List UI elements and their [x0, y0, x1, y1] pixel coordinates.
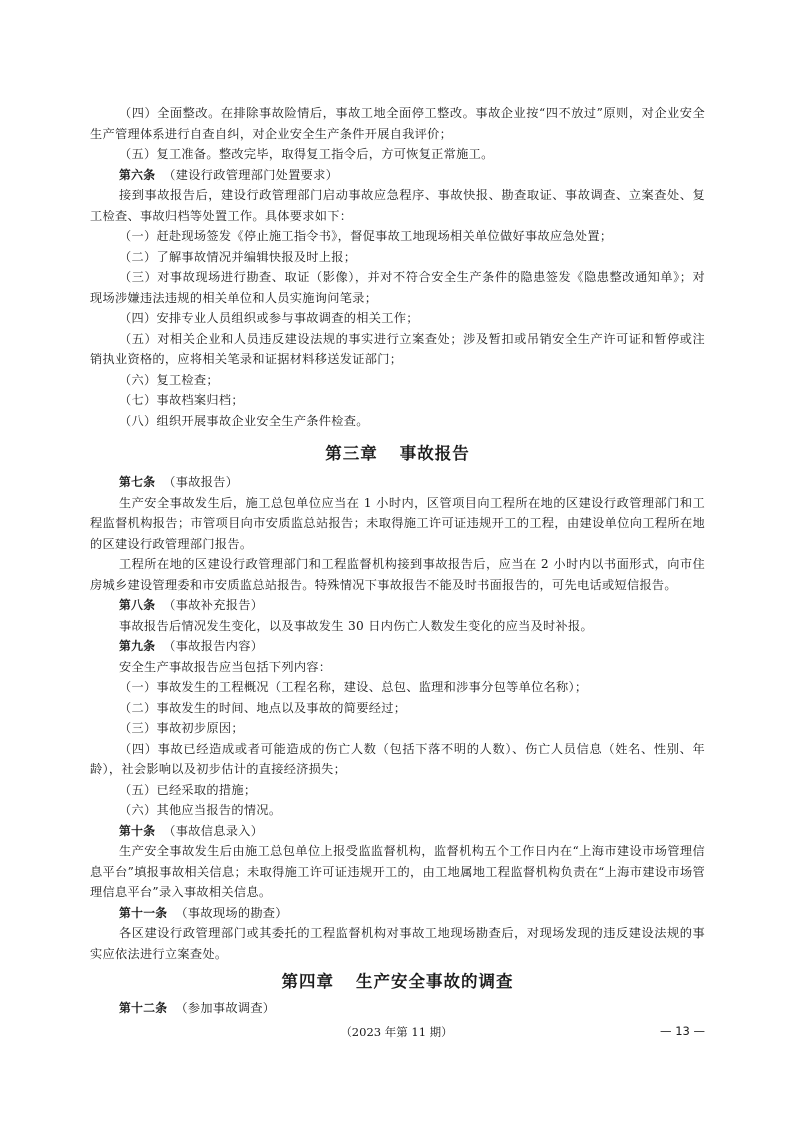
- chapter-title: 事故报告: [399, 444, 470, 463]
- page-number: — 13 —: [660, 1024, 705, 1038]
- article-label: 第六条: [119, 167, 156, 182]
- article-subtitle: （建设行政管理部门处置要求）: [163, 167, 339, 182]
- chapter-4-heading: [90, 970, 705, 994]
- list-item: （七）事故档案归档；: [119, 393, 244, 407]
- list-item: （四）事故已经造成或者可能造成的伤亡人数（包括下落不明的人数）、伤亡人员信息（姓名、性别、年龄），社会影响以及初步估计的直接经济损失；: [90, 741, 705, 776]
- article-label: 第八条: [119, 598, 156, 612]
- article-7-heading: [90, 472, 705, 493]
- chapter-number: 第四章: [281, 972, 334, 991]
- list-item: （一）赶赴现场签发《停止施工指令书》，督促事故工地现场相关单位做好事故应急处置；: [119, 229, 613, 243]
- list-item: （四）安排专业人员组织或参与事故调查的相关工作；: [119, 311, 419, 325]
- list-item: （二）事故发生的时间、地点以及事故的简要经过；: [119, 700, 407, 715]
- article-label: 第十二条: [119, 1001, 168, 1015]
- paragraph: 安全生产事故报告应当包括下列内容：: [119, 659, 332, 674]
- article-9-heading: [90, 636, 705, 657]
- paragraph: 生产安全事故发生后由施工总包单位上报受监监督机构，监督机构五个工作日内在“上海市建设市场管理信息平台”填报事故相关信息；未取得施工许可证违规开工的，由工地属地工程监督机构负责在“上海市建设市场管理信息平台”录入事故相关信息。: [90, 844, 705, 899]
- list-item: （八）组织开展事故企业安全生产条件检查。: [119, 413, 369, 428]
- list-item: （五）已经采取的措施；: [119, 782, 257, 797]
- list-item: （五）对相关企业和人员违反建设法规的事实进行立案查处；涉及暂扣或吊销安全生产许可证和暂停或注销执业资格的，应将相关笔录和证据材料移送发证部门；: [90, 331, 705, 366]
- article-subtitle: （事故补充报告）: [163, 598, 264, 612]
- chapter-number: 第三章: [325, 444, 378, 463]
- paragraph: 各区建设行政管理部门或其委托的工程监督机构对事故工地现场勘查后，对现场发现的违反建设法规的事实应依法进行立案查处。: [90, 926, 705, 961]
- list-item: （六）复工检查；: [119, 372, 219, 387]
- list-item: （三）事故初步原因；: [119, 721, 244, 735]
- paragraph: 生产安全事故发生后，施工总包单位应当在 1 小时内，区管项目向工程所在地的区建设行政管理部门和工程监督机构报告；市管项目向市安质监总站报告；未取得施工许可证违规开工的工程，由建设单位向工程所在地的区建设行政管理部门报告。: [90, 495, 705, 551]
- list-item: （二）了解事故情况并编辑快报及时上报；: [119, 249, 357, 264]
- issue-label: （2023 年第 11 期）: [340, 1025, 453, 1039]
- list-item: （六）其他应当报告的情况。: [119, 803, 282, 817]
- article-10-heading: [90, 821, 705, 842]
- list-item: （一）事故发生的工程概况（工程名称，建设、总包、监理和涉事分包等单位名称）；: [119, 680, 588, 694]
- article-label: 第十条: [119, 823, 156, 838]
- article-subtitle: （参加事故调查）: [175, 1001, 276, 1015]
- paragraph: 工程所在地的区建设行政管理部门和工程监督机构接到事故报告后，应当在 2 小时内以书面形式，向市住房城乡建设管理委和市安质监总站报告。特殊情况下事故报告不能及时书面报告的，可先电话或短信报告。: [90, 557, 705, 592]
- article-label: 第九条: [119, 639, 156, 653]
- article-label: 第十一条: [119, 905, 168, 920]
- document-body: [90, 103, 705, 1019]
- article-12-heading: [90, 998, 705, 1019]
- paragraph: （五）复工准备。整改完毕，取得复工指令后，方可恢复正常施工。: [119, 147, 494, 161]
- article-11-heading: [90, 903, 705, 924]
- chapter-3-heading: [90, 442, 705, 466]
- article-6-heading: [90, 165, 705, 186]
- article-subtitle: （事故现场的勘查）: [175, 905, 288, 920]
- paragraph: （四）全面整改。在排除事故险情后，事故工地全面停工整改。事故企业按“四不放过”原则，对企业安全生产管理体系进行自查自纠，对企业安全生产条件开展自我评价；: [90, 106, 705, 141]
- article-subtitle: （事故报告）: [163, 475, 239, 489]
- paragraph: 事故报告后情况发生变化，以及事故发生 30 日内伤亡人数发生变化的应当及时补报。: [119, 618, 594, 633]
- article-subtitle: （事故报告内容）: [163, 639, 264, 653]
- chapter-title: 生产安全事故的调查: [356, 972, 514, 991]
- paragraph: 接到事故报告后，建设行政管理部门启动事故应急程序、事故快报、勘查取证、事故调查、立案查处、复工检查、事故归档等处置工作。具体要求如下：: [90, 188, 705, 223]
- article-label: 第七条: [119, 475, 156, 489]
- article-8-heading: [90, 595, 705, 616]
- article-subtitle: （事故信息录入）: [163, 823, 264, 838]
- list-item: （三）对事故现场进行勘查、取证（影像），并对不符合安全生产条件的隐患签发《隐患整改通知单》；对现场涉嫌违法违规的相关单位和人员实施询问笔录；: [90, 270, 705, 305]
